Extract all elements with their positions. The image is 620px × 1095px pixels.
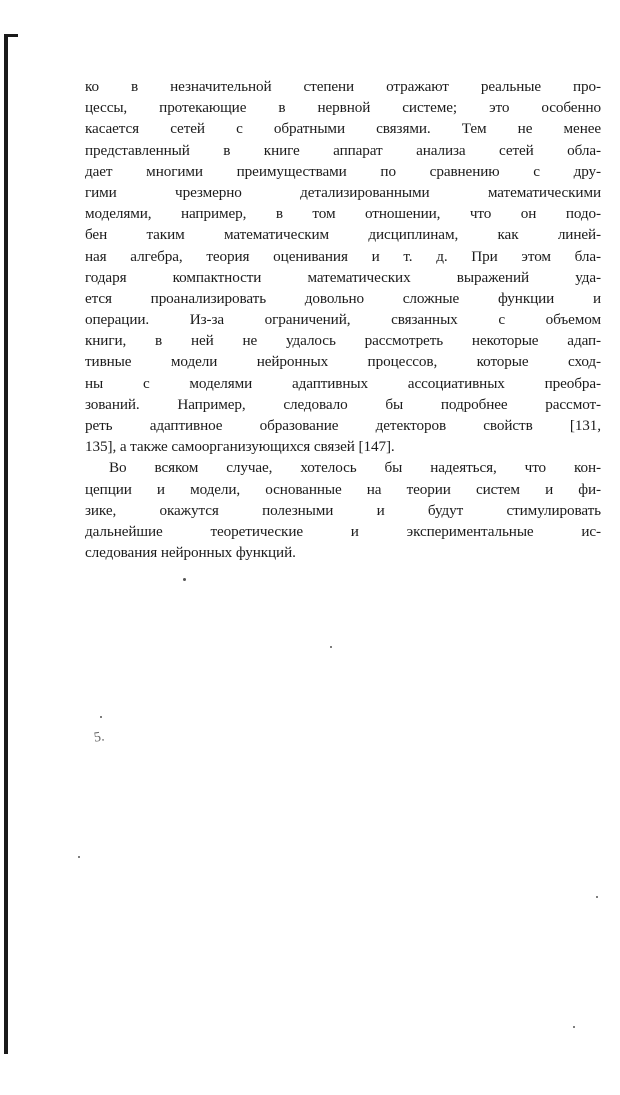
paragraph-2 (85, 457, 601, 563)
text-line: гими чрезмерно детализированными математическими (85, 183, 601, 201)
text-line: Во всяком случае, хотелось бы надеяться, что кон- (109, 459, 601, 477)
text-line: следования нейронных функций. (85, 544, 296, 562)
stray-mark: 5. (92, 729, 106, 746)
text-line: дает многими преимуществами по сравнению с дру- (85, 162, 601, 180)
scan-speck (78, 856, 80, 858)
text-line: 135], а также самоорганизующихся связей [147]. (85, 438, 395, 456)
text-line: годаря компактности математических выражений уда- (85, 268, 601, 286)
text-line: ная алгебра, теория оценивания и т. д. При этом бла- (85, 247, 601, 265)
page-binding-edge (4, 34, 8, 1054)
text-line: моделями, например, в том отношении, что он подо- (85, 205, 601, 223)
page-binding-corner (4, 34, 18, 37)
text-line: дальнейшие теоретические и экспериментальные ис- (85, 522, 601, 540)
text-line: цессы, протекающие в нервной системе; это особенно (85, 99, 601, 117)
text-line: книги, в ней не удалось рассмотреть некоторые адап- (85, 332, 601, 350)
scan-speck (573, 1026, 575, 1028)
text-line: операции. Из-за ограничений, связанных с объемом (85, 311, 601, 329)
scan-speck (596, 896, 598, 898)
text-line: ется проанализировать довольно сложные функции и (85, 289, 601, 307)
text-line: ко в незначительной степени отражают реальные про- (85, 78, 601, 95)
text-line: тивные модели нейронных процессов, которые сход- (85, 353, 601, 371)
scan-speck (100, 716, 102, 718)
text-line: зований. Например, следовало бы подробнее рассмот- (85, 395, 601, 413)
scan-speck (183, 578, 186, 581)
text-line: представленный в книге аппарат анализа сетей обла- (85, 141, 601, 159)
text-line: касается сетей с обратными связями. Тем не менее (85, 120, 601, 138)
scan-speck (330, 646, 332, 648)
body-text (85, 76, 601, 563)
text-line: бен таким математическим дисциплинам, как линей- (85, 226, 601, 244)
text-line: зике, окажутся полезными и будут стимулировать (85, 501, 601, 519)
text-line: реть адаптивное образование детекторов свойств [131, (85, 417, 601, 434)
text-line: ны с моделями адаптивных ассоциативных преобра- (85, 374, 601, 392)
paragraph-1 (85, 76, 601, 457)
text-line: цепции и модели, основанные на теории систем и фи- (85, 480, 601, 498)
